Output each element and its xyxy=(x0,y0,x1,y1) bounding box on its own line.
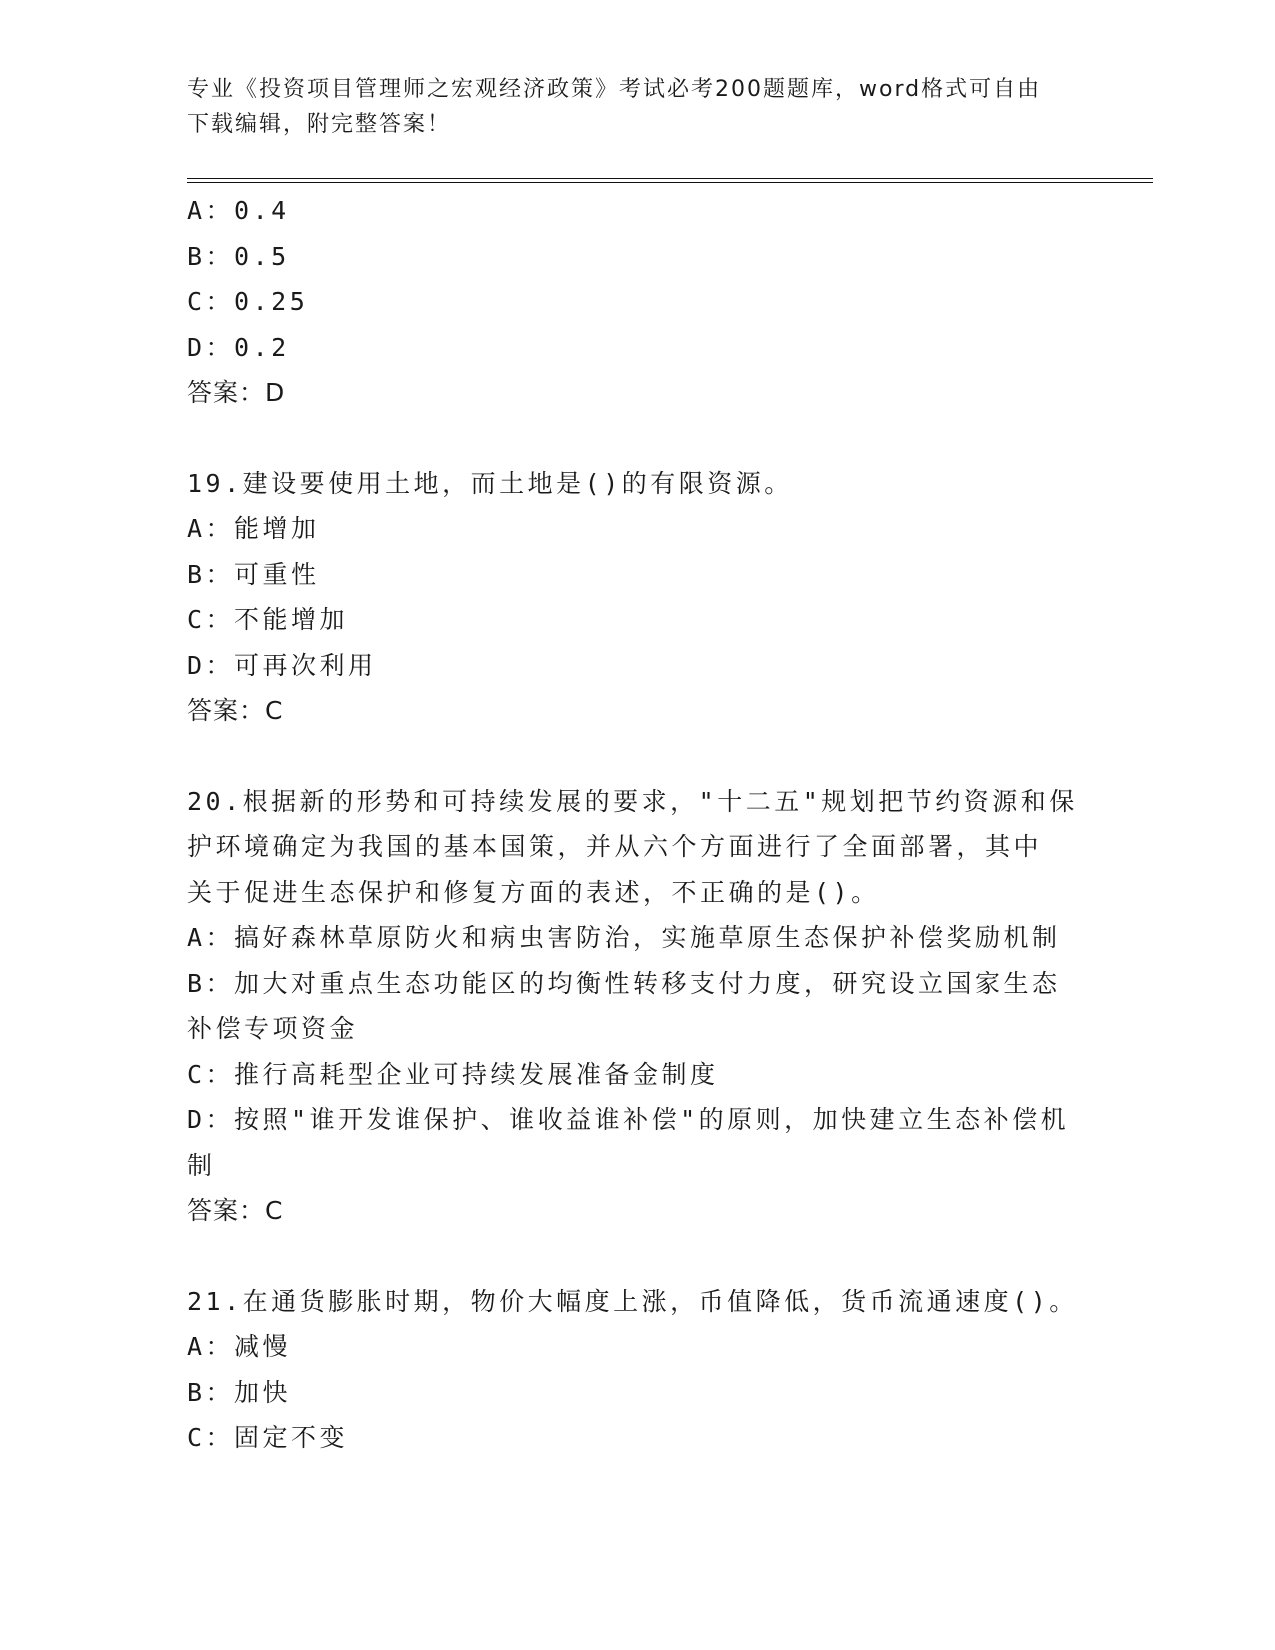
answer: 答案：C xyxy=(187,1196,284,1225)
header-line-2: 下载编辑，附完整答案！ xyxy=(187,112,452,137)
question-text-line-1: 20.根据新的形势和可持续发展的要求，"十二五"规划把节约资源和保 xyxy=(187,786,1078,816)
option-c: C：0.25 xyxy=(187,287,309,316)
option-c: C：固定不变 xyxy=(187,1423,349,1452)
answer: 答案：D xyxy=(187,378,286,407)
question-19 xyxy=(187,461,1087,734)
question-text-line-2: 护环境确定为我国的基本国策，并从六个方面进行了全面部署，其中 xyxy=(187,832,1043,861)
option-a: A：搞好森林草原防火和病虫害防治，实施草原生态保护补偿奖励机制 xyxy=(187,923,1061,952)
option-d-line-1: D：按照"谁开发谁保护、谁收益谁补偿"的原则，加快建立生态补偿机 xyxy=(187,1105,1070,1134)
question-20 xyxy=(187,779,1087,1234)
spacer xyxy=(187,734,1087,779)
option-d: D：可再次利用 xyxy=(187,650,377,680)
option-b: B：加快 xyxy=(187,1377,292,1407)
header-line-1: 专业《投资项目管理师之宏观经济政策》考试必考200题题库，word格式可自由 xyxy=(187,77,1042,102)
option-a: A：能增加 xyxy=(187,514,320,543)
option-c: C：不能增加 xyxy=(187,605,349,634)
option-a: A：0.4 xyxy=(187,196,290,225)
option-b-line-1: B：加大对重点生态功能区的均衡性转移支付力度，研究设立国家生态 xyxy=(187,968,1061,998)
option-a: A：减慢 xyxy=(187,1332,292,1361)
question-content xyxy=(187,188,1087,1461)
question-text: 21.在通货膨胀时期，物价大幅度上涨，币值降低，货币流通速度()。 xyxy=(187,1286,1078,1316)
option-b: B：可重性 xyxy=(187,559,320,589)
option-b: B：0.5 xyxy=(187,241,290,271)
option-d-line-2: 制 xyxy=(187,1150,216,1180)
spacer xyxy=(187,1234,1087,1279)
option-d: D：0.2 xyxy=(187,332,290,362)
option-c: C：推行高耗型企业可持续发展准备金制度 xyxy=(187,1059,719,1089)
question-text-line-3: 关于促进生态保护和修复方面的表述，不正确的是()。 xyxy=(187,877,880,907)
question-text: 19.建设要使用土地，而土地是()的有限资源。 xyxy=(187,468,793,498)
header-double-rule xyxy=(187,178,1153,183)
question-21 xyxy=(187,1279,1087,1461)
question-18 xyxy=(187,188,1087,416)
answer: 答案：C xyxy=(187,696,284,725)
document-header xyxy=(187,72,1087,142)
spacer xyxy=(187,416,1087,461)
option-b-line-2: 补偿专项资金 xyxy=(187,1014,359,1043)
